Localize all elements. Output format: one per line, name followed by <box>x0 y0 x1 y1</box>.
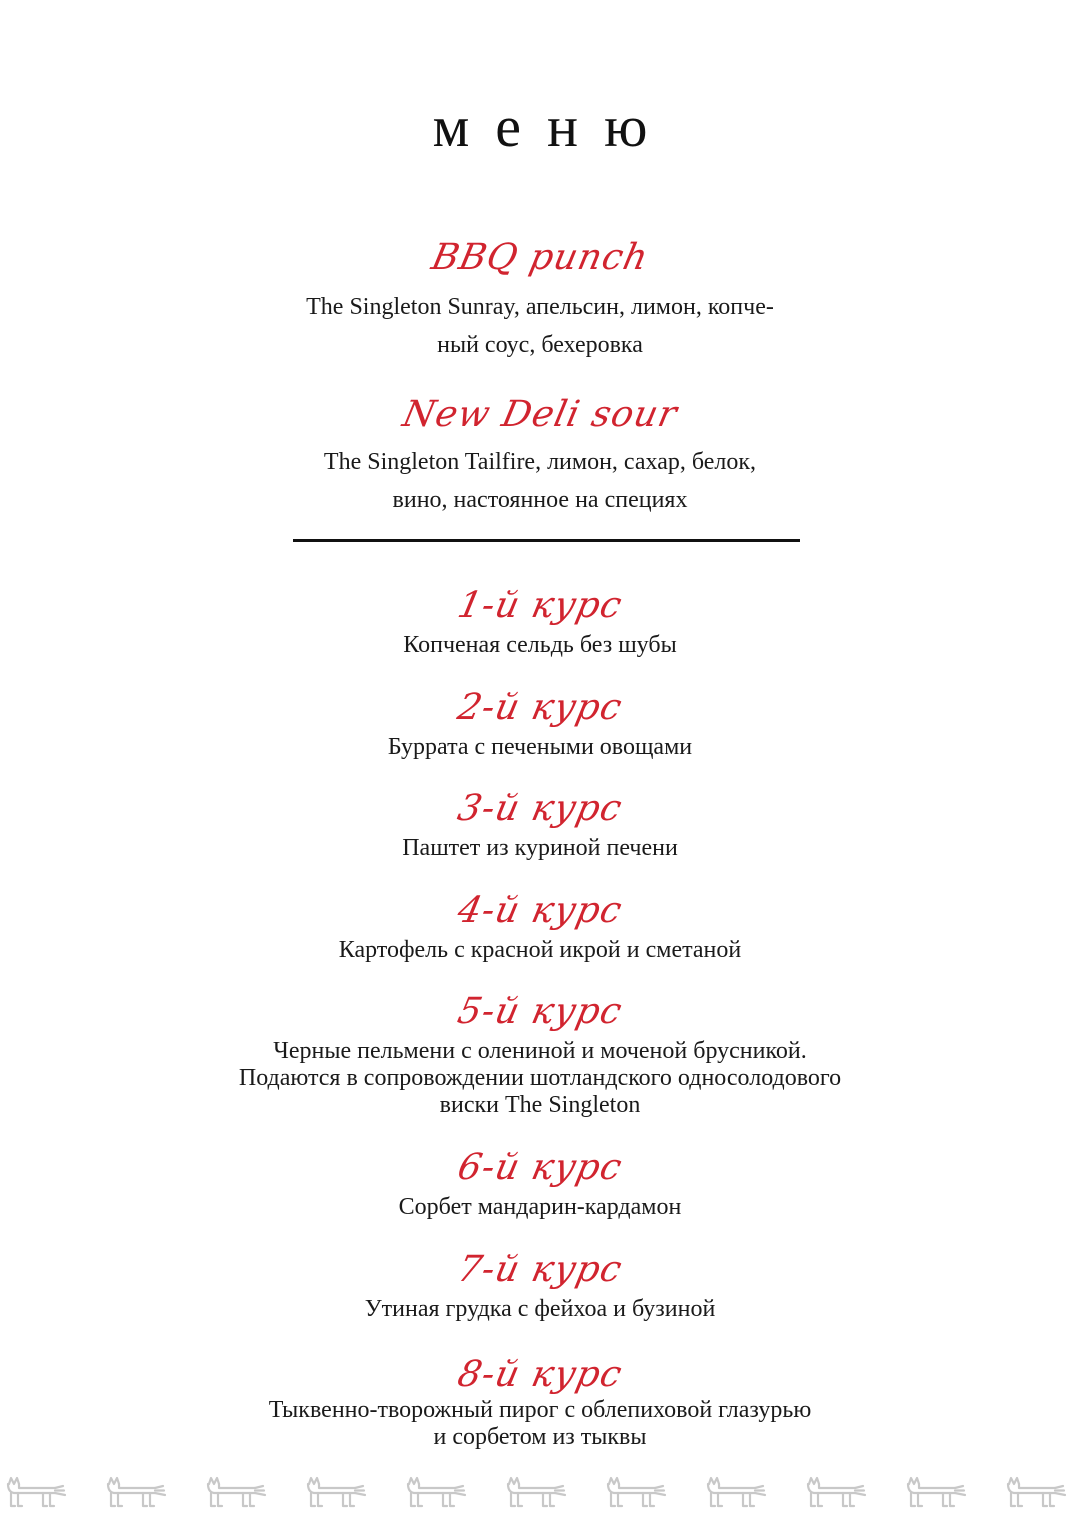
course-dish-line: Тыквенно-творожный пирог с облепиховой глазурью <box>268 1397 812 1423</box>
cocktail-description-line: вино, настоянное на специях <box>392 487 688 513</box>
cat-icon <box>905 1476 967 1516</box>
course-label: 8-й курс <box>454 1354 627 1395</box>
course-dish: Паштет из куриной печени <box>402 835 678 861</box>
course-item <box>0 1250 1080 1328</box>
cat-icon <box>705 1476 767 1516</box>
cocktail-item <box>0 395 1080 519</box>
course-dish-line: Подаются в сопровождении шотландского односолодового <box>238 1065 842 1091</box>
cocktail-item <box>0 238 1080 364</box>
cat-icon <box>605 1476 667 1516</box>
course-item <box>0 688 1080 766</box>
course-dish: Утиная грудка с фейхоа и бузиной <box>364 1296 716 1322</box>
course-label: 5-й курс <box>454 991 627 1032</box>
course-item <box>0 1148 1080 1226</box>
menu-title: меню <box>432 94 674 159</box>
footer-cat-row <box>0 1476 1080 1520</box>
cat-icon <box>1005 1476 1067 1516</box>
course-dish: Картофель с красной икрой и сметаной <box>338 937 742 963</box>
course-dish: Копченая сельдь без шубы <box>403 632 677 658</box>
cat-icon <box>205 1476 267 1516</box>
cocktail-description-line: The Singleton Sunray, апельсин, лимон, копче- <box>306 294 774 320</box>
course-dish: Буррата с печеными овощами <box>387 734 693 760</box>
cocktail-description-line: The Singleton Tailfire, лимон, сахар, белок, <box>323 449 757 475</box>
course-dish-line: Черные пельмени с олениной и моченой брусникой. <box>273 1038 807 1064</box>
cat-icon <box>805 1476 867 1516</box>
section-divider <box>293 539 800 542</box>
course-label: 4-й курс <box>454 890 627 931</box>
course-label: 2-й курс <box>454 687 627 728</box>
course-label: 1-й курс <box>454 585 627 626</box>
course-dish-line: и сорбетом из тыквы <box>433 1424 647 1450</box>
course-dish: Сорбет мандарин-кардамон <box>398 1194 682 1220</box>
course-label: 7-й курс <box>454 1249 627 1290</box>
course-label: 6-й курс <box>454 1147 627 1188</box>
cat-icon <box>5 1476 67 1516</box>
cocktail-name: New Deli sour <box>399 394 682 435</box>
cat-icon <box>305 1476 367 1516</box>
course-item <box>0 586 1080 664</box>
course-item <box>0 891 1080 969</box>
course-item <box>0 992 1080 1119</box>
cocktail-name: BBQ punch <box>427 237 653 278</box>
course-dish-line: виски The Singleton <box>439 1092 641 1118</box>
course-item <box>0 789 1080 867</box>
cat-icon <box>505 1476 567 1516</box>
cat-icon <box>105 1476 167 1516</box>
course-label: 3-й курс <box>454 788 627 829</box>
course-item <box>0 1355 1080 1451</box>
cocktail-description-line: ный соус, бехеровка <box>437 332 643 358</box>
cat-icon <box>405 1476 467 1516</box>
